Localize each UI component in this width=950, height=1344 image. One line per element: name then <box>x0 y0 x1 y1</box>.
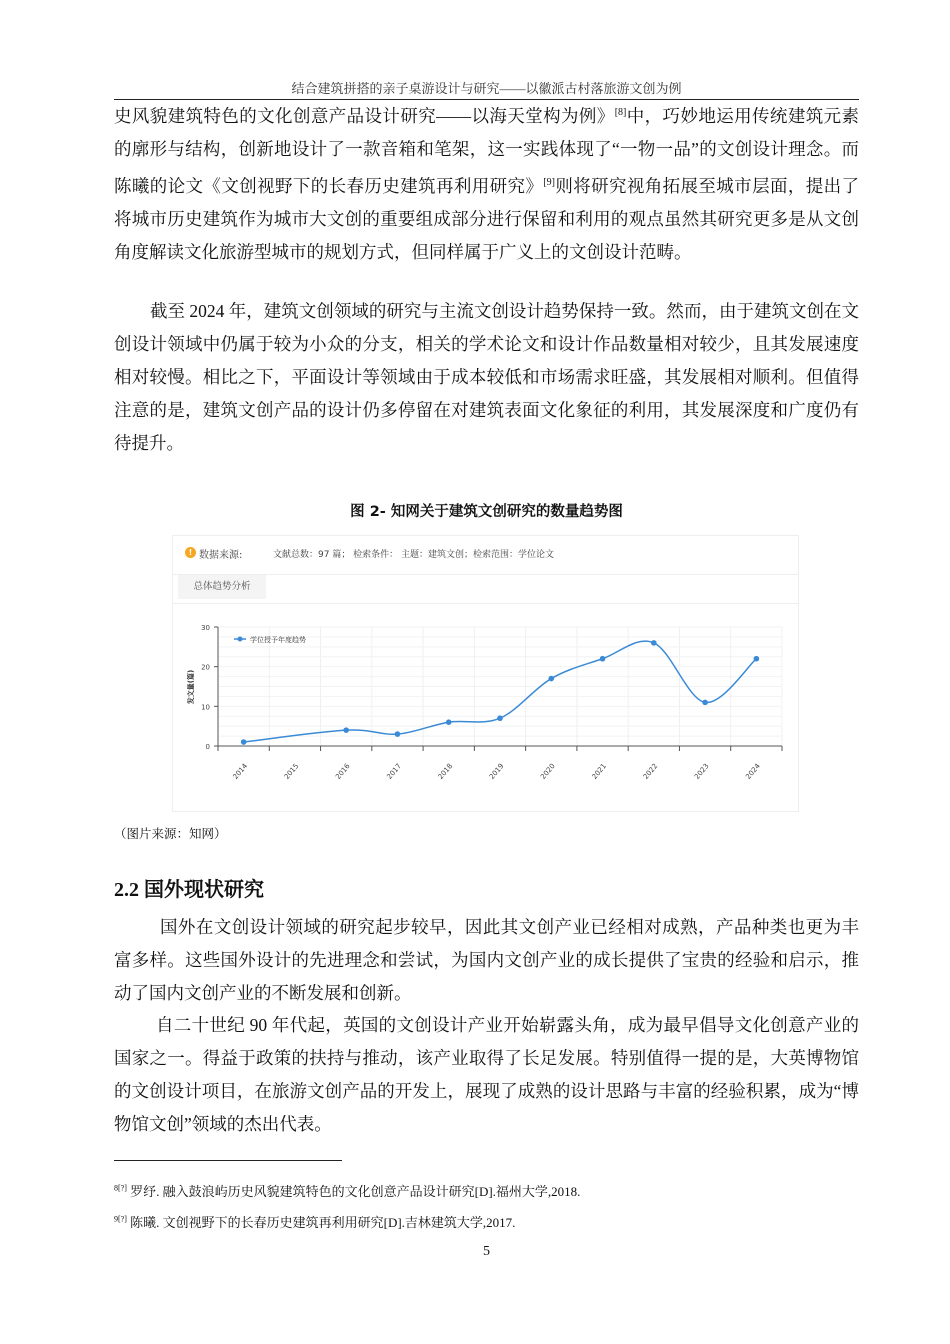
page-number: 5 <box>483 1244 490 1259</box>
x-tick-label: 2016 <box>334 762 352 781</box>
text: 则将研究视角拓展至城市层面，提出了将城市历史建筑作为城市大文创的重要组成部分进行保留和利用的观点虽然其研究更多是从文创角度解读文化旅游型城市的规划方式，但同样属于广义上的文创设计范畴。 <box>114 175 859 262</box>
running-header: 结合建筑拼搭的亲子桌游设计与研究——以徽派古村落旅游文创为例 <box>291 81 682 96</box>
footnote-8 <box>114 1181 580 1200</box>
footnote-mark: 8[?] <box>114 1183 127 1193</box>
paragraph-4: 自二十世纪 90 年代起，英国的文创设计产业开始崭露头角，成为最早倡导文化创意产业的国家之一。得益于政策的扶持与推动，该产业取得了长足发展。特别值得一提的是，大英博物馆的文创设计项目，在旅游文创产品的开发上，展现了成熟的设计思路与丰富的经验积累，成为“博物馆文创”领域的杰出代表。 <box>114 1015 859 1134</box>
footnote-mark: 9[?] <box>114 1214 127 1224</box>
data-point <box>548 676 554 682</box>
legend-marker <box>238 637 243 642</box>
data-point <box>651 640 657 646</box>
x-tick-label: 2023 <box>693 762 711 781</box>
source-info: 文献总数：97 篇； 检索条件： 主题：建筑文创；检索范围：学位论文 <box>273 550 555 560</box>
y-tick-label: 30 <box>201 624 210 632</box>
y-tick-label: 10 <box>201 703 210 712</box>
section-title: 2.2 国外现状研究 <box>114 879 264 901</box>
footnote-text: 罗纾. 融入鼓浪屿历史风貌建筑特色的文化创意产品设计研究[D].福州大学,2018. <box>126 1184 581 1199</box>
text: 史风貌建筑特色的文化创意产品设计研究——以海天堂构为例》 <box>114 105 615 126</box>
data-point <box>702 700 708 706</box>
citation-8[interactable]: [8] <box>614 107 627 118</box>
legend-label: 学位授予年度趋势 <box>250 636 306 644</box>
y-tick-label: 0 <box>205 743 210 751</box>
citation-9[interactable]: [9] <box>543 176 555 188</box>
x-tick-label: 2017 <box>385 762 403 781</box>
tab-overall-trend[interactable]: 总体趋势分析 <box>178 575 266 599</box>
x-tick-label: 2024 <box>744 762 762 781</box>
data-point <box>343 727 349 733</box>
x-tick-label: 2022 <box>641 762 660 781</box>
paragraph-3: 国外在文创设计领域的研究起步较早，因此其文创产业已经相对成熟，产品种类也更为丰富多样。这些国外设计的先进理念和尝试，为国内文创产业的成长提供了宝贵的经验和启示，推动了国内文创产业的不断发展和创新。 <box>114 917 859 1003</box>
x-tick-label: 2018 <box>436 762 455 781</box>
figure-source: （图片来源：知网） <box>114 827 227 841</box>
y-axis-label: 发文量(篇) <box>187 669 195 705</box>
x-tick-label: 2019 <box>487 762 506 781</box>
figure-caption: 图 2- 知网关于建筑文创研究的数量趋势图 <box>350 504 623 520</box>
footnote-9 <box>114 1212 515 1231</box>
footnote-rule <box>114 1160 342 1161</box>
paragraph-2: 截至 2024 年，建筑文创领域的研究与主流文创设计趋势保持一致。然而，由于建筑文创在文创设计领域中仍属于较为小众的分支，相关的学术论文和设计作品数量相对较少，且其发展速度相对较慢。相比之下，平面设计等领域由于成本较低和市场需求旺盛，其发展相对顺利。但值得注意的是，建筑文创产品的设计仍多停留在对建筑表面文化象征的利用，其发展深度和广度仍有待提升。 <box>114 301 859 453</box>
y-tick-label: 20 <box>201 663 210 672</box>
x-tick-label: 2020 <box>539 762 557 781</box>
data-point <box>497 715 503 721</box>
data-point <box>241 739 247 745</box>
data-point <box>395 731 401 737</box>
data-point <box>754 656 760 662</box>
footnote-text: 陈曦. 文创视野下的长春历史建筑再利用研究[D].吉林建筑大学,2017. <box>126 1215 516 1230</box>
data-point <box>600 656 606 662</box>
data-point <box>446 719 452 725</box>
x-tick-label: 2021 <box>590 762 609 781</box>
source-label: 数据来源: <box>199 550 243 561</box>
x-tick-label: 2015 <box>282 762 301 781</box>
text: 中，巧妙地运用传统建筑元素的廓形与结构，创新地设计了一款音箱和笔架，这一实践体现了“一物一品”的文创设计理念。而陈曦的论文《文创视野下的长春历史建筑再利用研究》 <box>114 105 860 196</box>
x-tick-label: 2014 <box>231 762 250 781</box>
warning-icon: ! <box>185 547 196 558</box>
